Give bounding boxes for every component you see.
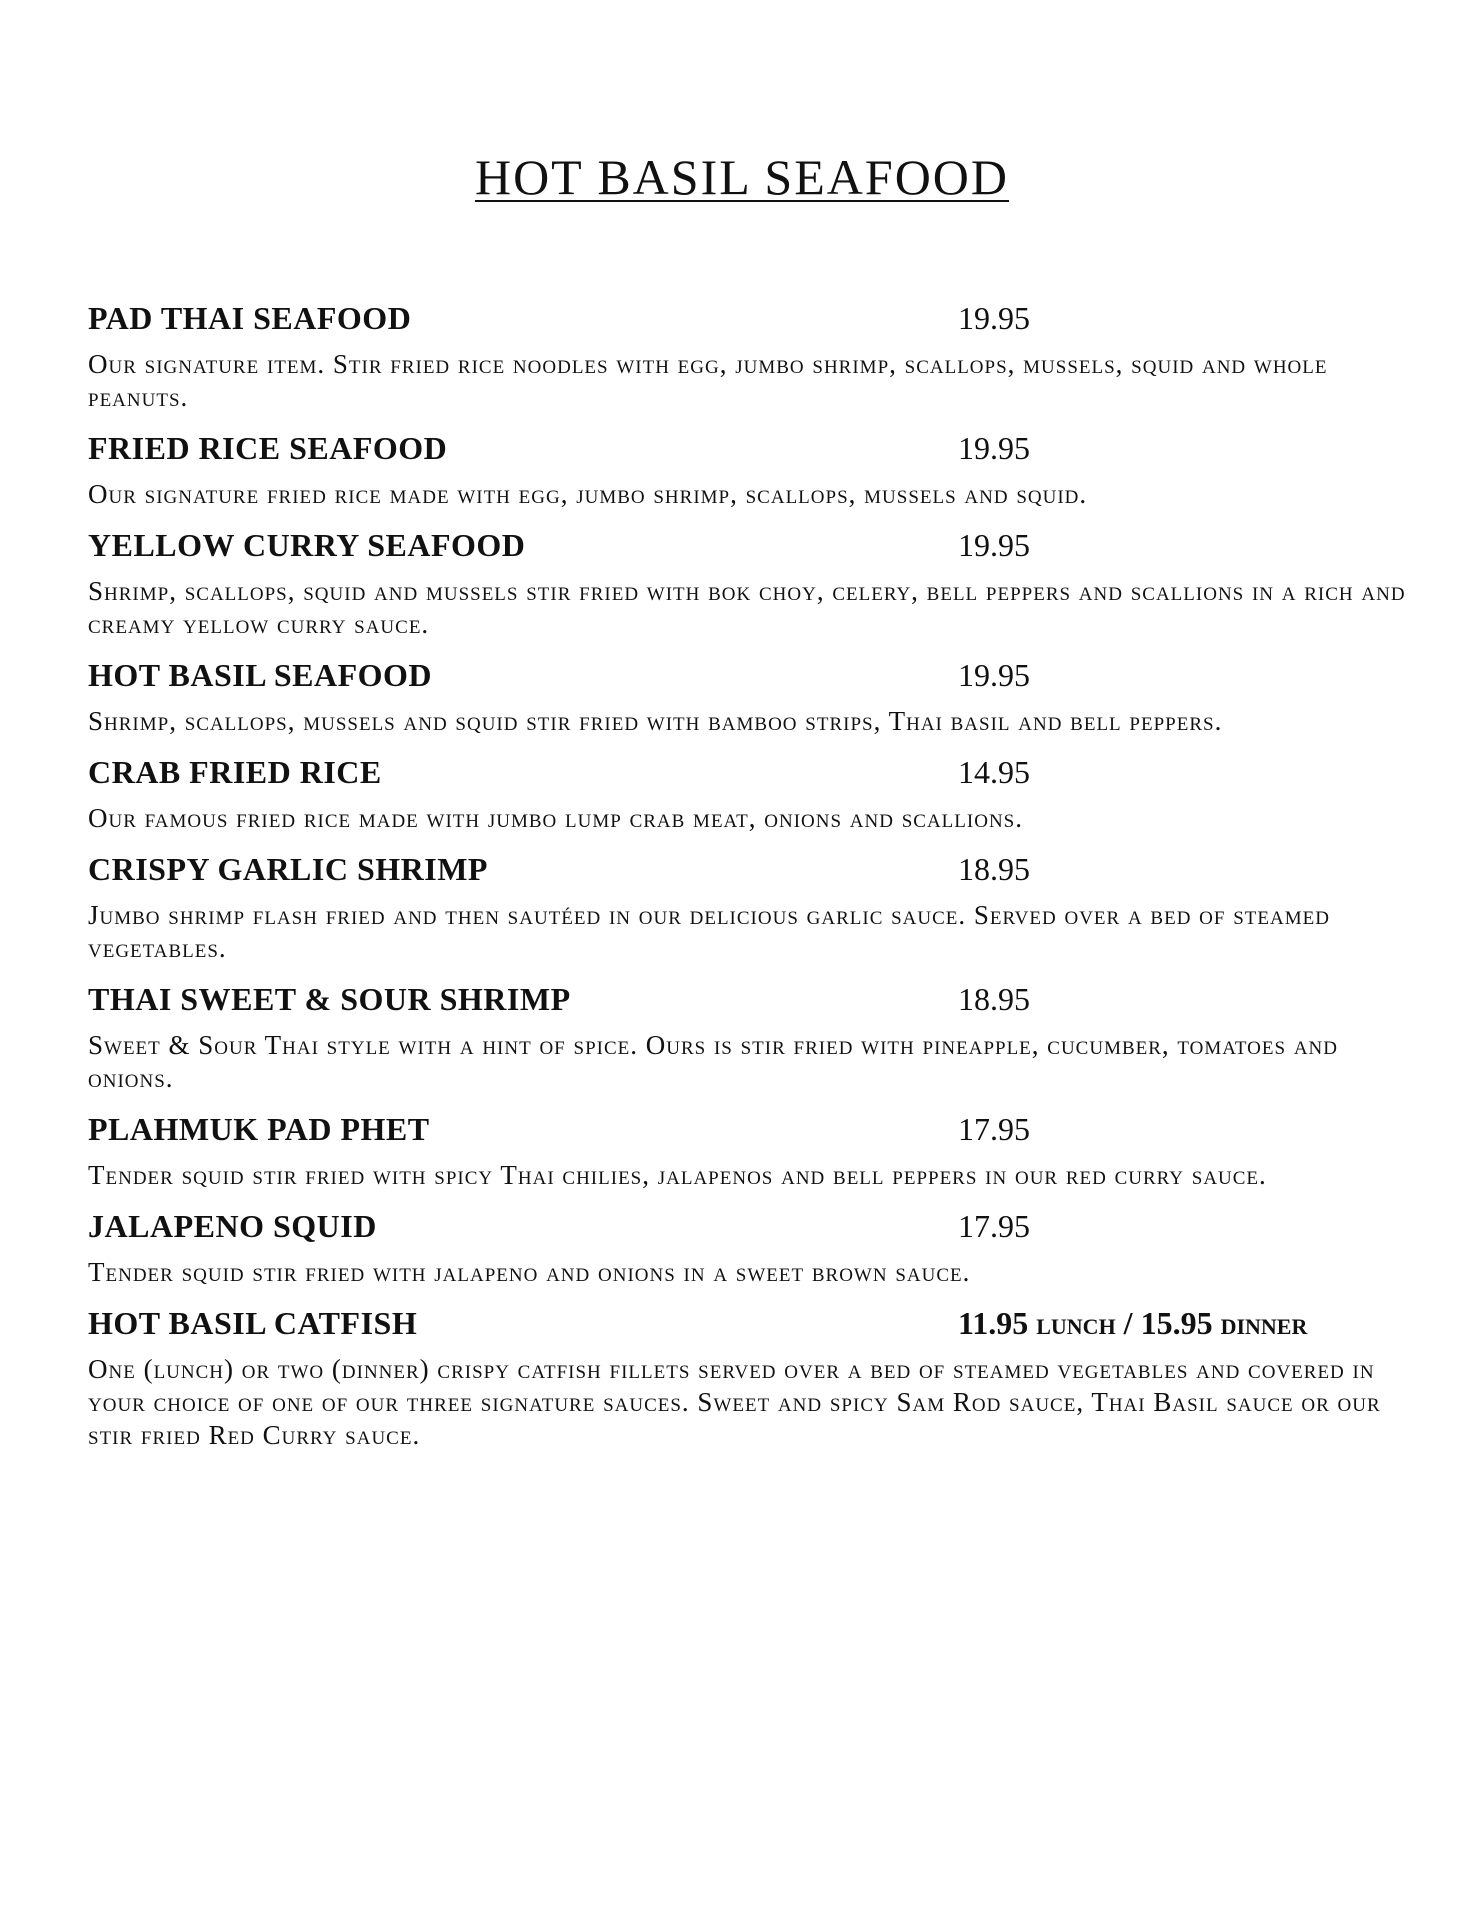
menu-item-header	[88, 847, 1408, 891]
menu-item-header	[88, 750, 1408, 794]
menu-item-price: 19.95	[958, 657, 1030, 693]
menu-item-price: 11.95 lunch / 15.95 dinner	[958, 1305, 1308, 1341]
menu-item	[88, 1204, 1408, 1289]
menu-item	[88, 977, 1408, 1095]
menu-item-description: Shrimp, scallops, mussels and squid stir fried with bamboo strips, Thai basil and bell peppers.	[88, 706, 1223, 736]
menu-item-description: One (lunch) or two (dinner) crispy catfish fillets served over a bed of steamed vegetables and covered in your choice of one of our three signature sauces. Sweet and spicy Sam Rod sauce, Thai Basil sauce or our stir fried Red Curry sauce.	[88, 1354, 1381, 1450]
menu-item-list	[88, 296, 1408, 1464]
menu-item-header	[88, 1301, 1408, 1345]
menu-item-name: FRIED RICE SEAFOOD	[88, 430, 448, 466]
menu-item-description: Our famous fried rice made with jumbo lump crab meat, onions and scallions.	[88, 803, 1023, 833]
menu-item-price: 19.95	[958, 527, 1030, 563]
menu-item-name: PAD THAI SEAFOOD	[88, 300, 412, 336]
menu-item-price: 18.95	[958, 981, 1030, 1017]
menu-item-description: Jumbo shrimp flash fried and then sautéed in our delicious garlic sauce. Served over a bed of steamed vegetables.	[88, 900, 1330, 963]
page-title-text: HOT BASIL SEAFOOD	[474, 149, 1010, 205]
menu-item-header	[88, 523, 1408, 567]
menu-item	[88, 1107, 1408, 1192]
menu-item-name: THAI SWEET & SOUR SHRIMP	[88, 981, 571, 1017]
menu-item-price: 19.95	[958, 430, 1030, 466]
menu-item-name: YELLOW CURRY SEAFOOD	[88, 527, 526, 563]
menu-item-description: Our signature fried rice made with egg, jumbo shrimp, scallops, mussels and squid.	[88, 479, 1088, 509]
menu-item-header	[88, 426, 1408, 470]
menu-item-header	[88, 977, 1408, 1021]
menu-item	[88, 296, 1408, 414]
menu-item-description: Tender squid stir fried with jalapeno and onions in a sweet brown sauce.	[88, 1257, 971, 1287]
page-title	[0, 149, 1484, 205]
menu-item-price: 14.95	[958, 754, 1030, 790]
menu-item-description: Sweet & Sour Thai style with a hint of spice. Ours is stir fried with pineapple, cucumber, tomatoes and onions.	[88, 1030, 1338, 1093]
menu-item-name: PLAHMUK PAD PHET	[88, 1111, 430, 1147]
menu-item-name: JALAPENO SQUID	[88, 1208, 377, 1244]
menu-item-description: Our signature item. Stir fried rice noodles with egg, jumbo shrimp, scallops, mussels, squid and whole peanuts.	[88, 349, 1328, 412]
menu-item-description: Tender squid stir fried with spicy Thai chilies, jalapenos and bell peppers in our red curry sauce.	[88, 1160, 1267, 1190]
menu-item-price: 19.95	[958, 300, 1030, 336]
menu-item-price: 18.95	[958, 851, 1030, 887]
menu-item	[88, 653, 1408, 738]
menu-item-header	[88, 296, 1408, 340]
menu-item-name: HOT BASIL SEAFOOD	[88, 657, 433, 693]
menu-item	[88, 750, 1408, 835]
menu-item-header	[88, 1204, 1408, 1248]
menu-item-description: Shrimp, scallops, squid and mussels stir fried with bok choy, celery, bell peppers and scallions in a rich and creamy yellow curry sauce.	[88, 576, 1406, 639]
menu-item-name: CRAB FRIED RICE	[88, 754, 382, 790]
menu-item-header	[88, 653, 1408, 697]
menu-item	[88, 847, 1408, 965]
menu-item	[88, 426, 1408, 511]
menu-item-price: 17.95	[958, 1111, 1030, 1147]
menu-item-price: 17.95	[958, 1208, 1030, 1244]
menu-item-name: CRISPY GARLIC SHRIMP	[88, 851, 488, 887]
menu-item	[88, 1301, 1408, 1452]
menu-item-name: HOT BASIL CATFISH	[88, 1305, 418, 1341]
menu-item	[88, 523, 1408, 641]
menu-item-header	[88, 1107, 1408, 1151]
